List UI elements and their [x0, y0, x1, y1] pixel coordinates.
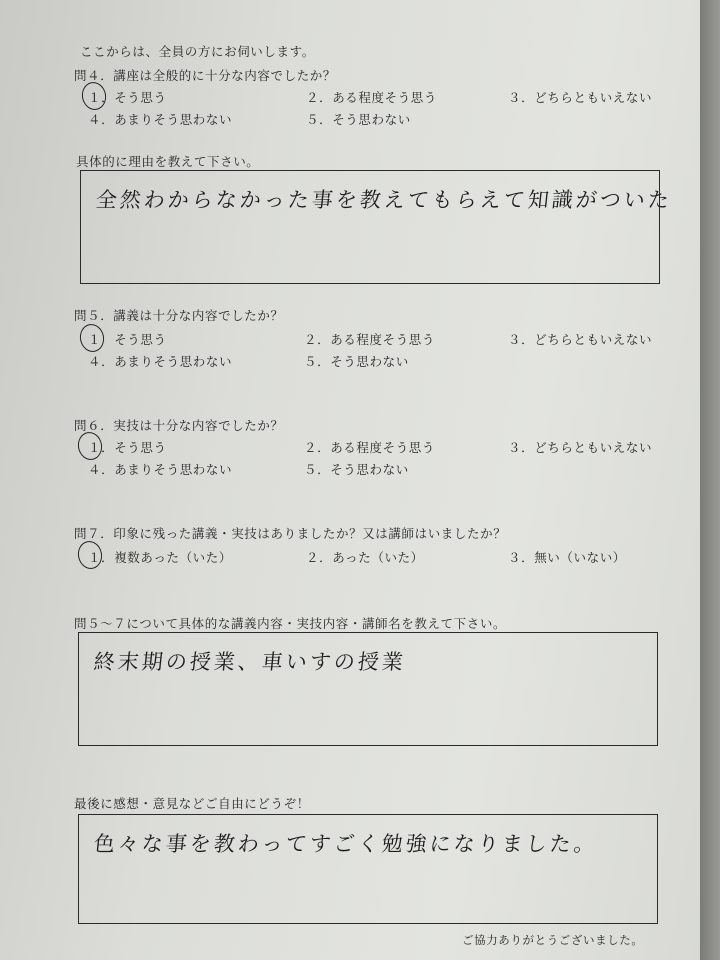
thanks-text: ご協力ありがとうございました。: [462, 933, 644, 947]
q4-option-1[interactable]: １．そう思う: [88, 90, 167, 105]
q7-option-1[interactable]: １．複数あった（いた）: [88, 550, 232, 565]
q5-option-4[interactable]: ４．あまりそう思わない: [88, 354, 233, 369]
intro-text: ここからは、全員の方にお伺いします。: [80, 44, 315, 59]
q7-title: 問７．印象に残った講義・実技はありましたか？又は講師はいましたか？: [74, 526, 507, 541]
q6-option-4[interactable]: ４．あまりそう思わない: [88, 462, 233, 477]
q7-option-2[interactable]: ２．あった（いた）: [306, 550, 424, 565]
q5-title: 問５．講義は十分な内容でしたか？: [74, 308, 284, 323]
q4-option-4[interactable]: ４．あまりそう思わない: [88, 112, 233, 127]
q7-selected-circle: [75, 539, 104, 571]
q6-title: 問６．実技は十分な内容でしたか？: [74, 418, 284, 433]
q5-option-3[interactable]: ３．どちらともいえない: [508, 332, 653, 347]
q5-option-5[interactable]: ５．そう思わない: [304, 354, 409, 369]
q6-option-2[interactable]: ２．ある程度そう思う: [304, 440, 436, 455]
q6-option-5[interactable]: ５．そう思わない: [304, 462, 409, 477]
q6-selected-circle: [75, 430, 104, 462]
q4-selected-circle: [79, 80, 108, 112]
q6-option-3[interactable]: ３．どちらともいえない: [508, 440, 653, 455]
reason-label: 具体的に理由を教えて下さい。: [76, 154, 260, 169]
q5-selected-circle: [77, 322, 106, 354]
q4-option-3[interactable]: ３．どちらともいえない: [508, 90, 653, 105]
final-answer-handwriting: 色々な事を教わってすごく勉強になりました。: [92, 832, 599, 856]
q5-option-2[interactable]: ２．ある程度そう思う: [304, 332, 436, 347]
reason-answer-handwriting: 全然わからなかった事を教えてもらえて知識がついた: [94, 188, 674, 212]
detail-answer-handwriting: 終末期の授業、車いすの授業: [92, 650, 408, 674]
q5-option-1[interactable]: １ そう思う: [88, 332, 167, 347]
table-edge: [700, 0, 720, 960]
detail-label: 問５～７について具体的な講義内容・実技内容・講師名を教えて下さい。: [74, 616, 507, 631]
q4-title: 問４．講座は全般的に十分な内容でしたか？: [74, 68, 337, 83]
final-label: 最後に感想・意見などご自由にどうぞ！: [74, 796, 310, 811]
q6-option-1[interactable]: １．そう思う: [88, 440, 167, 455]
q4-option-2[interactable]: ２．ある程度そう思う: [306, 90, 438, 105]
q4-option-5[interactable]: ５．そう思わない: [306, 112, 411, 127]
q7-option-3[interactable]: ３．無い（いない）: [508, 550, 626, 565]
